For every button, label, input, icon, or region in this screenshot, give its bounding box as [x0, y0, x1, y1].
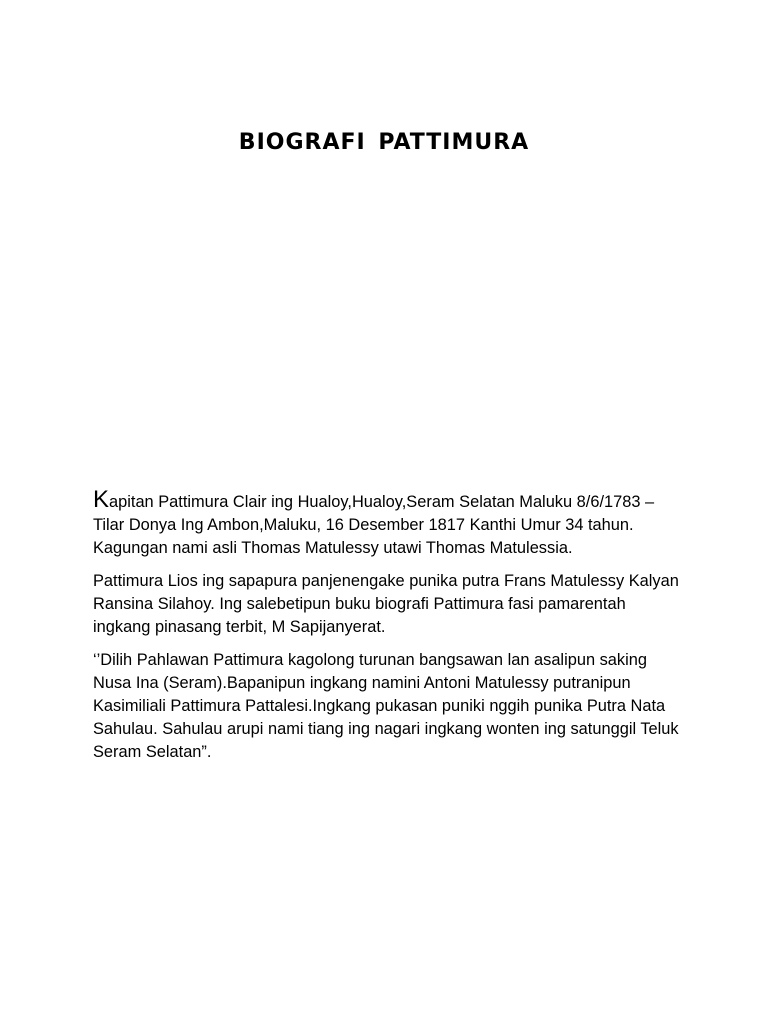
paragraph-1-text: apitan Pattimura Clair ing Hualoy,Hualoy,Seram Selatan Maluku 8/6/1783 – Tilar Donya Ing Ambon,Maluku, 16 Desember 1817 Kanthi Umur 34 tahun. Kagungan nami asli Thomas Matulessy utawi Thomas Matulessia. [93, 493, 655, 557]
paragraph-3: ‘’Dilih Pahlawan Pattimura kagolong turunan bangsawan lan asalipun saking Nusa Ina (Seram).Bapanipun ingkang namini Antoni Matulessy putranipun Kasimiliali Pattimura Pattalesi.Ingkang pukasan puniki nggih punika Putra Nata Sahulau. Sahulau arupi nami tiang ing nagari ingkang wonten ing satunggil Teluk Seram Selatan”. [93, 651, 679, 761]
paragraph-2: Pattimura Lios ing sapapura panjenengake punika putra Frans Matulessy Kalyan Ransina Silahoy. Ing salebetipun buku biografi Pattimura fasi pamarentah ingkang pinasang terbit, M Sapijanyerat. [93, 572, 679, 636]
paragraph-1 [93, 488, 683, 560]
document-body [93, 488, 683, 774]
page-title: BIOGRAFI PATTIMURA [238, 130, 530, 155]
paragraph-1-initial: K [93, 486, 110, 513]
